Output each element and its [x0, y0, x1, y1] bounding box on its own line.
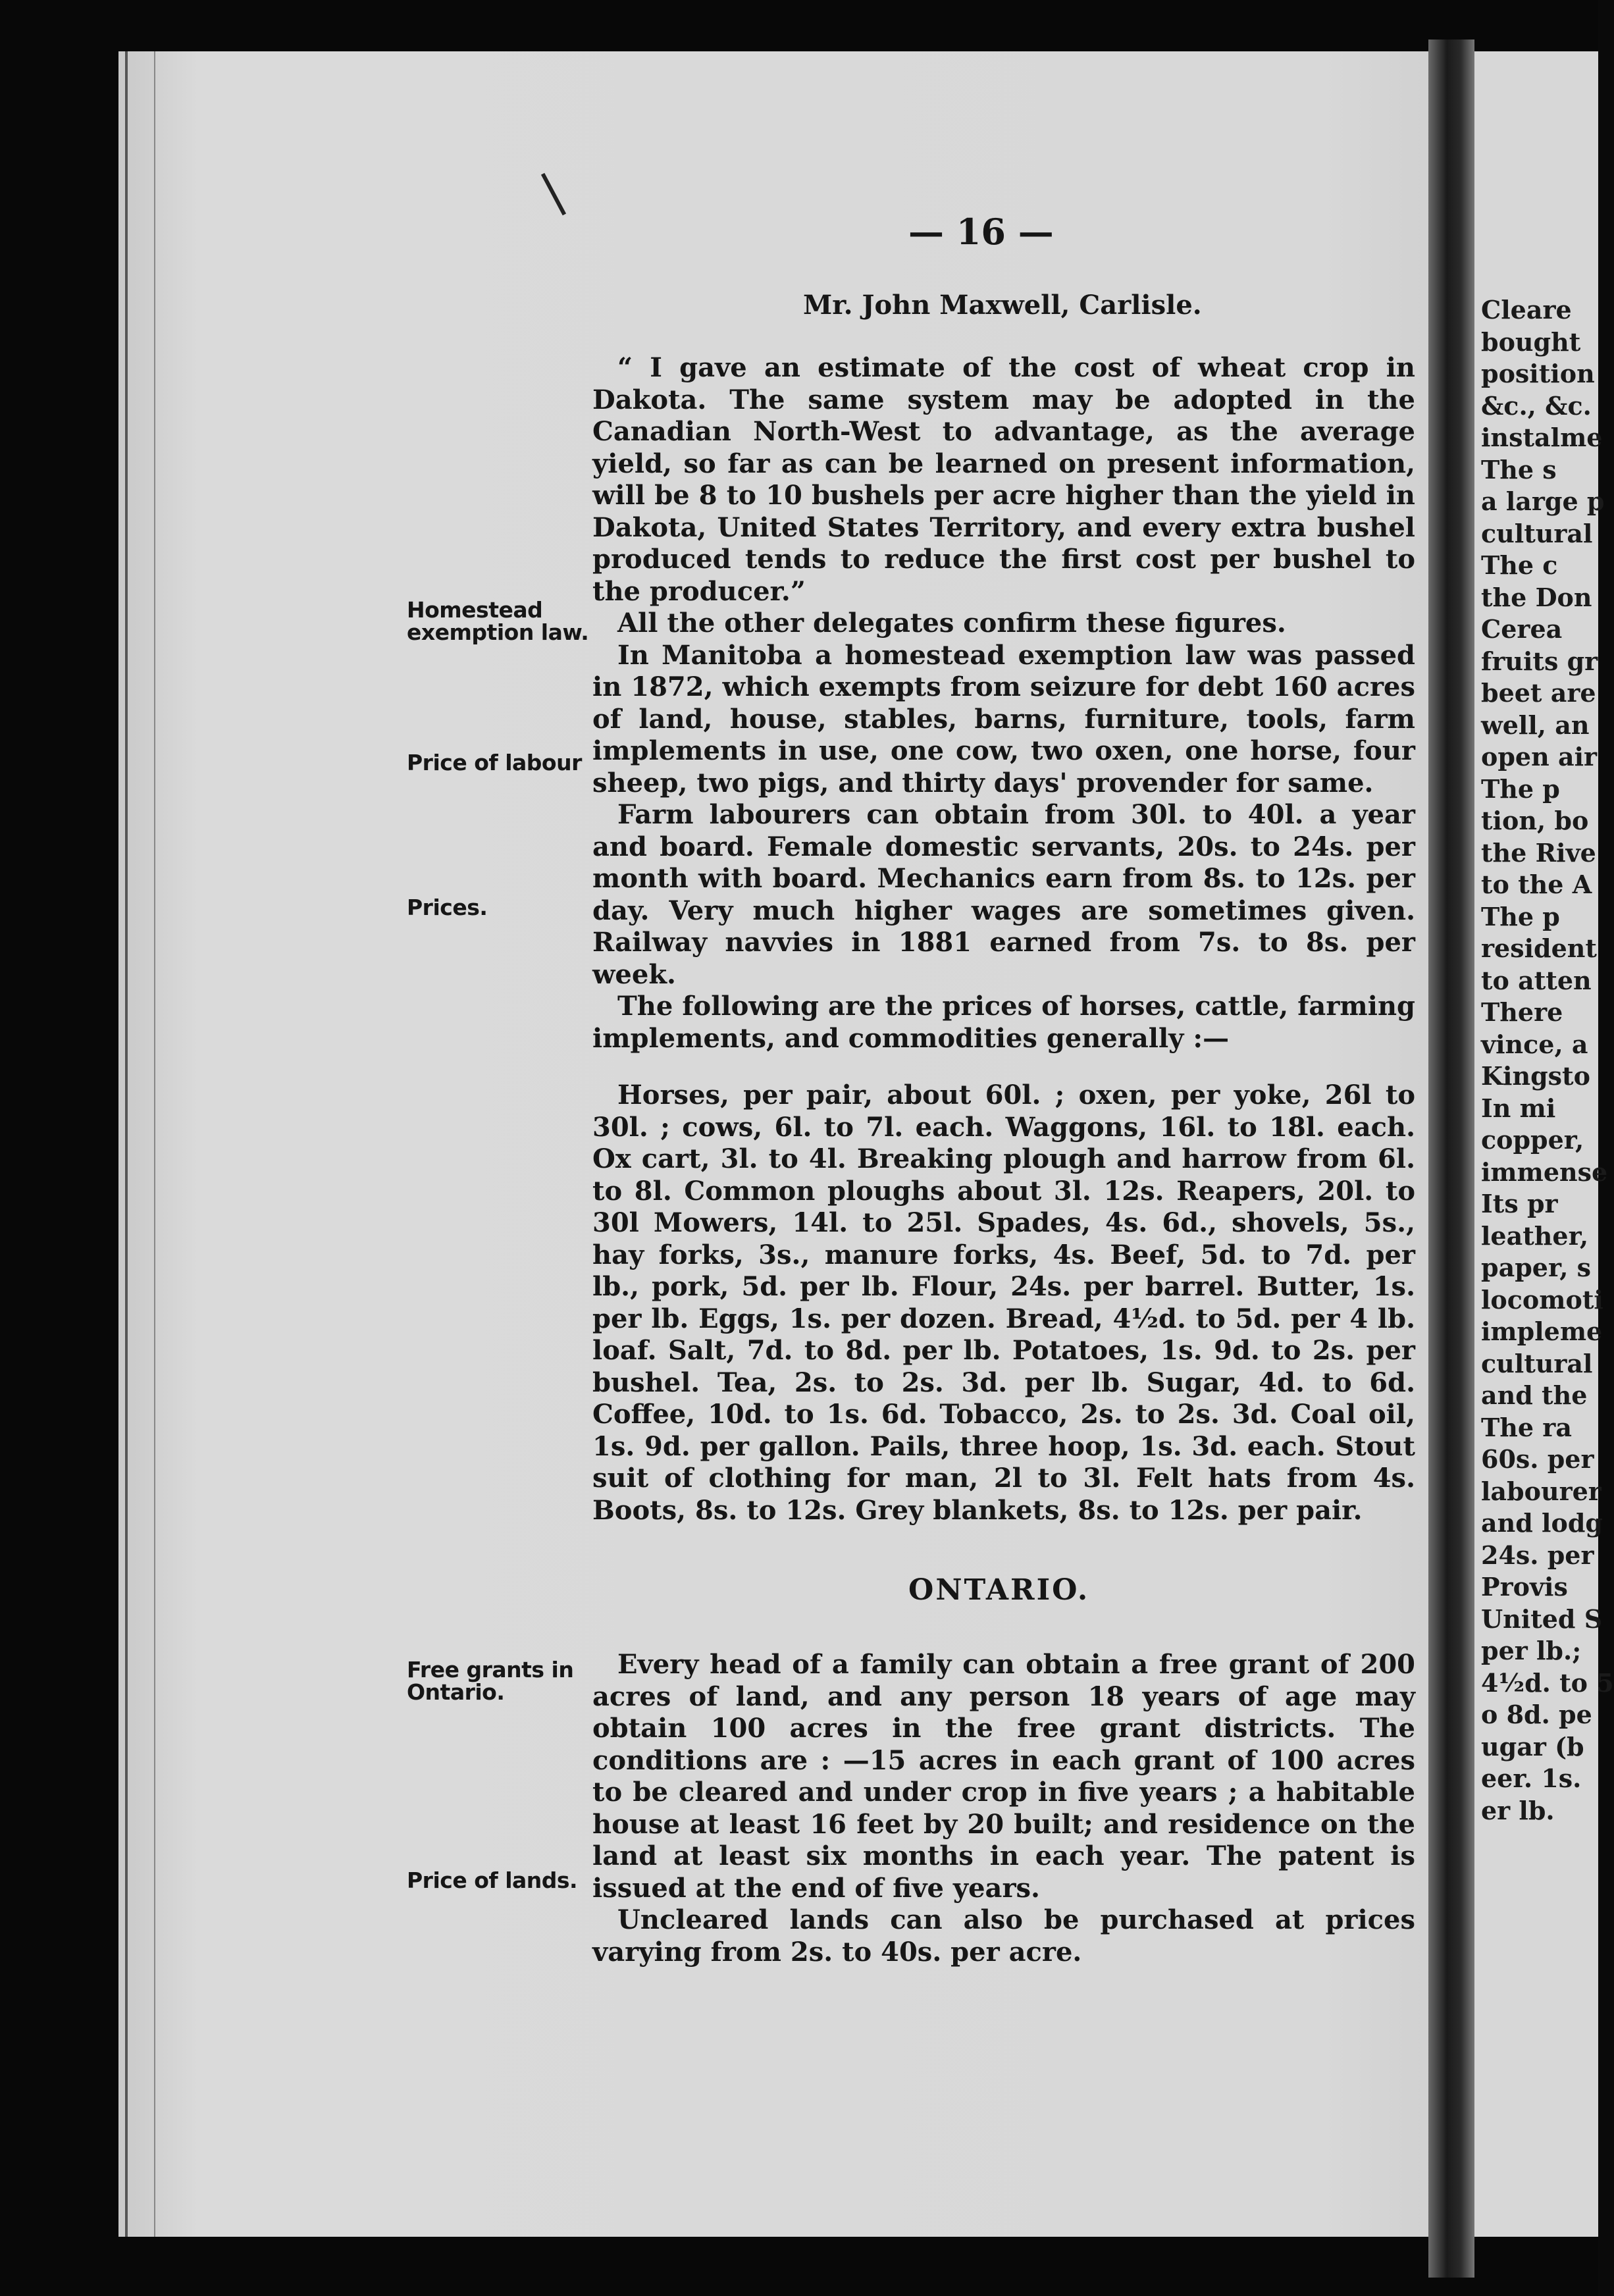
- facing-page-line: per lb.;: [1481, 1636, 1582, 1665]
- margin-note-prices: Prices.: [407, 895, 488, 920]
- facing-page-line: bought: [1481, 326, 1581, 357]
- facing-page-line: the Don: [1481, 582, 1592, 612]
- facing-page-line: The ra: [1481, 1412, 1572, 1442]
- facing-page-line: There: [1481, 997, 1563, 1027]
- facing-page-line: a large p: [1481, 486, 1605, 516]
- page-number: — 16 —: [908, 211, 1054, 253]
- facing-page-line: instalme: [1481, 423, 1603, 452]
- facing-page-line: beet are: [1481, 678, 1596, 708]
- facing-page-line: tion, bo: [1481, 806, 1589, 835]
- facing-page-line: The s: [1481, 454, 1557, 484]
- facing-page-line: o 8d. pe: [1481, 1700, 1592, 1729]
- facing-page-line: &c., &c.: [1481, 390, 1592, 421]
- facing-page-line: eer. 1s.: [1481, 1763, 1582, 1793]
- facing-page-line: open air: [1481, 742, 1598, 771]
- facing-page-line: locomoti: [1481, 1284, 1603, 1315]
- homestead-paragraph: In Manitoba a homestead exemption law was passed in 1872, which exempts from seizure for debt 160 acres of land, house, stables, barns, furniture, tools, farm implements in use, one cow, two oxen, one horse, four sheep, two pigs, and thirty days' provender for same.: [592, 639, 1415, 798]
- grants-paragraph: Every head of a family can obtain a free grant of 200 acres of land, and any person 18 years of age may obtain 100 acres in the free grant districts. The conditions are : —15 acres in each grant of 100 acres to be cleared and under crop in five years ; a habitable house at least 16 feet by 20 built; and residence on the land at least six months in each year. The patent is issued at the end of five years.: [592, 1649, 1415, 1904]
- facing-page-line: position: [1481, 359, 1595, 388]
- facing-page-line: 60s. per: [1481, 1444, 1594, 1474]
- book-gutter: [1428, 39, 1474, 2278]
- facing-page-line: impleme: [1481, 1317, 1603, 1346]
- facing-page-line: leather,: [1481, 1220, 1589, 1251]
- facing-page-line: cultural: [1481, 518, 1593, 548]
- facing-page-line: resident: [1481, 933, 1597, 963]
- quote-block: [592, 352, 1415, 1055]
- facing-page-line: Cleare: [1481, 295, 1572, 325]
- confirm-paragraph: All the other delegates confirm these figures.: [617, 608, 1286, 639]
- facing-page-line: to the A: [1481, 870, 1592, 899]
- margin-note-labour: Price of labour: [407, 750, 582, 775]
- facing-page-line: Provis: [1481, 1572, 1568, 1602]
- prices-intro-paragraph: The following are the prices of horses, cattle, farming implements, and commodities generally :—: [592, 991, 1415, 1054]
- page-edge: [125, 51, 155, 2237]
- facing-page-line: to atten: [1481, 965, 1592, 995]
- facing-page-line: ugar (b: [1481, 1731, 1584, 1761]
- facing-page-line: paper, s: [1481, 1253, 1592, 1282]
- quote-paragraph: “ I gave an estimate of the cost of wheat crop in Dakota. The same system may be adopted in the Canadian North-West to advantage, as the average yield, so far as can be learned on present information, will be 8 to 10 bushels per acre higher than the yield in Dakota, United States Territory, and every extra bushel produced tends to reduce the first cost per bushel to the producer.”: [592, 352, 1415, 607]
- facing-page-line: and lodg: [1481, 1508, 1603, 1538]
- facing-page-line: Cerea: [1481, 614, 1563, 644]
- facing-page-line: The p: [1481, 901, 1560, 931]
- facing-page-line: Kingsto: [1481, 1061, 1590, 1091]
- facing-page-line: er lb.: [1481, 1795, 1555, 1825]
- facing-page-line: In mi: [1481, 1093, 1556, 1123]
- facing-page-line: well, an: [1481, 710, 1590, 740]
- facing-page-line: labourer: [1481, 1476, 1601, 1506]
- margin-note-lands: Price of lands.: [407, 1867, 578, 1893]
- section-title-ontario: ONTARIO.: [908, 1573, 1090, 1607]
- facing-page-line: cultural: [1481, 1348, 1593, 1378]
- labour-paragraph: Farm labourers can obtain from 30l. to 40l. a year and board. Female domestic servants, 20s. to 24s. per month with board. Mechanics earn from 8s. to 12s. per day. Very much higher wages are sometimes given. Railway navvies in 1881 earned from 7s. to 8s. per week.: [592, 799, 1415, 990]
- margin-note-grants: Free grants in Ontario.: [407, 1657, 574, 1705]
- facing-page-line: vince, a: [1481, 1029, 1588, 1059]
- facing-page-line: copper,: [1481, 1125, 1584, 1155]
- author-heading: Mr. John Maxwell, Carlisle.: [803, 290, 1202, 321]
- facing-page-line: United S: [1481, 1604, 1603, 1634]
- margin-note-homestead: Homestead exemption law.: [407, 597, 589, 645]
- facing-page-line: and the: [1481, 1380, 1588, 1410]
- facing-page-line: The c: [1481, 550, 1558, 580]
- facing-page-line: immense: [1481, 1157, 1608, 1187]
- facing-page-line: fruits gr: [1481, 646, 1598, 676]
- facing-page-line: 24s. per: [1481, 1540, 1594, 1570]
- lands-paragraph: Uncleared lands can also be purchased at prices varying from 2s. to 40s. per acre.: [592, 1904, 1415, 1968]
- ontario-block: [592, 1649, 1415, 1968]
- facing-page-line: Its pr: [1481, 1189, 1558, 1218]
- facing-page-line: The p: [1481, 773, 1560, 804]
- facing-page-line: 4½d. to 5: [1481, 1667, 1614, 1698]
- facing-page-line: the Rive: [1481, 837, 1596, 868]
- facing-page: [1474, 51, 1614, 2237]
- prices-list-block: [592, 1080, 1415, 1526]
- prices-list-paragraph: Horses, per pair, about 60l. ; oxen, per yoke, 26l to 30l. ; cows, 6l. to 7l. each. Waggons, 16l. to 18l. each. Ox cart, 3l. to 4l. Breaking plough and harrow from 6l. to 8l. Common ploughs about 3l. 12s. Reapers, 20l. to 30l Mowers, 14l. to 25l. Spades, 4s. 6d., shovels, 5s., hay forks, 3s., manure forks, 4s. Beef, 5d. to 7d. per lb., pork, 5d. per lb. Flour, 24s. per barrel. Butter, 1s. per lb. Eggs, 1s. per dozen. Bread, 4½d. to 5d. per 4 lb. loaf. Salt, 7d. to 8d. per lb. Potatoes, 1s. 9d. to 2s. per bushel. Tea, 2s. to 2s. 3d. per lb. Sugar, 4d. to 6d. Coffee, 10d. to 1s. 6d. Tobacco, 2s. to 2s. 3d. Coal oil, 1s. 9d. per gallon. Pails, three hoop, 1s. 3d. each. Stout suit of clothing for man, 2l to 3l. Felt hats from 4s. Boots, 8s. to 12s. Grey blankets, 8s. to 12s. per pair.: [592, 1080, 1415, 1526]
